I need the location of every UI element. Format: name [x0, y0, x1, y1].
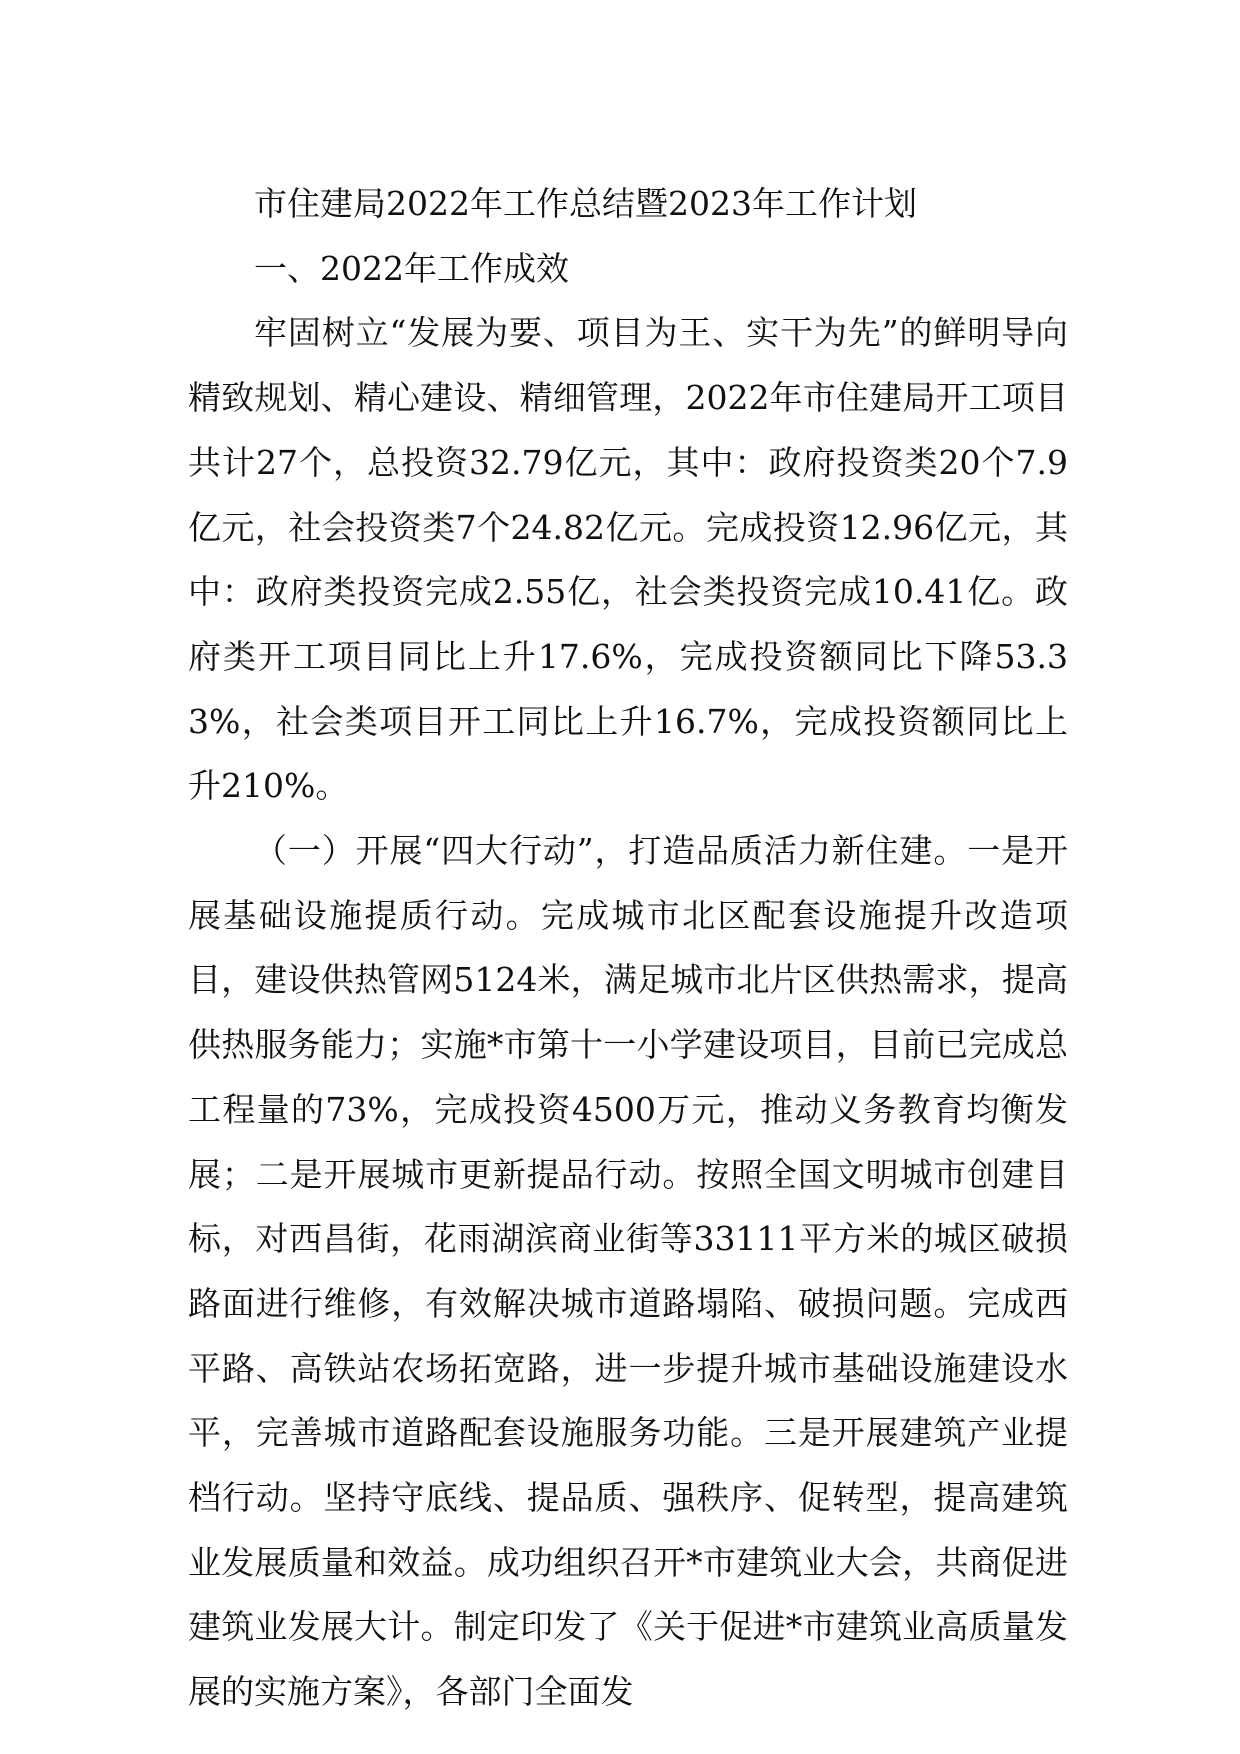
document-body: [188, 172, 1068, 1725]
section-heading: 一、2022年工作成效: [254, 248, 569, 288]
document-title: 市住建局2022年工作总结暨2023年工作计划: [254, 184, 917, 223]
paragraph-overview: 牢固树立“发展为要、项目为王、实干为先”的鲜明导向精致规划、精心建设、精细管理，2022年市住建局开工项目共计27个，总投资32.79亿元，其中：政府投资类20个7.9亿元，社会投资类7个24.82亿元。完成投资12.96亿元，其中：政府类投资完成2.55亿，社会类投资完成10.41亿。政府类开工项目同比上升17.6%，完成投资额同比下降53.33%，社会类项目开工同比上升16.7%，完成投资额同比上升210%。: [188, 313, 1068, 806]
paragraph-four-actions: （一）开展“四大行动”，打造品质活力新住建。一是开展基础设施提质行动。完成城市北区配套设施提升改造项目，建设供热管网5124米，满足城市北片区供热需求，提高供热服务能力；实施*市第十一小学建设项目，目前已完成总工程量的73%，完成投资4500万元，推动义务教育均衡发展；二是开展城市更新提品行动。按照全国文明城市创建目标，对西昌街，花雨湖滨商业街等33111平方米的城区破损路面进行维修，有效解决城市道路塌陷、破损问题。完成西平路、高铁站农场拓宽路，进一步提升城市基础设施建设水平，完善城市道路配套设施服务功能。三是开展建筑产业提档行动。坚持守底线、提品质、强秩序、促转型，提高建筑业发展质量和效益。成功组织召开*市建筑业大会，共商促进建筑业发展大计。制定印发了《关于促进*市建筑业高质量发展的实施方案》，各部门全面发: [188, 831, 1068, 1712]
